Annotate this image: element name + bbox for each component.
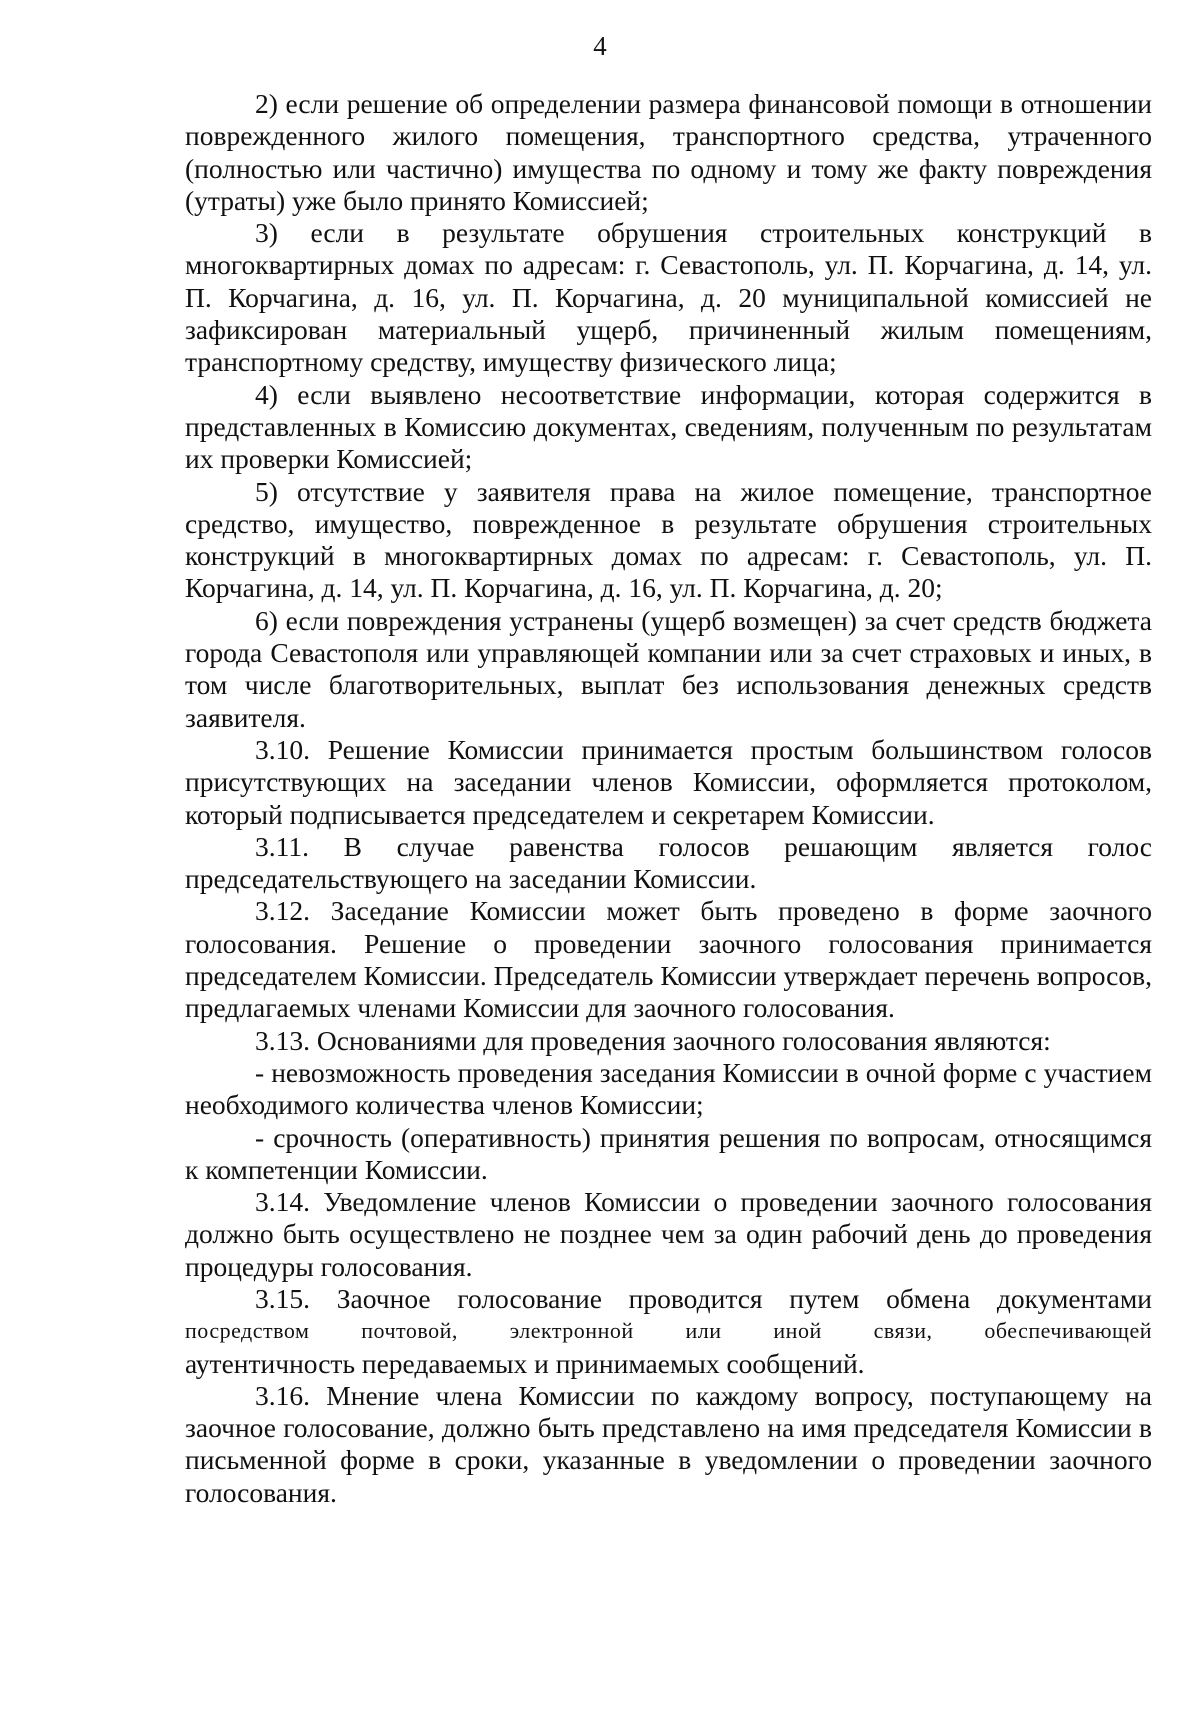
paragraph-clause-3-13: 3.13. Основаниями для проведения заочного голосования являются: bbox=[255, 1024, 1051, 1056]
paragraph-clause-3-13-a: - невозможность проведения заседания Комиссии в очной форме с участием необходимого количества членов Комиссии; bbox=[185, 1056, 1152, 1121]
clause-3-15-line-2: посредством почтовой, электронной или иной связи, обеспечивающей bbox=[185, 1318, 1152, 1344]
paragraph-item-5: 5) отсутствие у заявителя права на жилое помещение, транспортное средство, имущество, поврежденное в результате обрушения строительных конструкций в многоквартирных домах по адресам: г. Севастополь, ул. П. Корчагина, д. 14, ул. П. Корчагина, д. 16, ул. П. Корчагина, д. 20; bbox=[185, 475, 1152, 604]
paragraph-clause-3-15 bbox=[185, 1283, 1152, 1380]
paragraph-item-2: 2) если решение об определении размера финансовой помощи в отношении поврежденного жилого помещения, транспортного средства, утраченного (полностью или частично) имущества по одному и тому же факту повреждения (утраты) уже было принято Комиссией; bbox=[185, 88, 1152, 216]
paragraph-clause-3-14: 3.14. Уведомление членов Комиссии о проведении заочного голосования должно быть осуществлено не позднее чем за один рабочий день до проведения процедуры голосования. bbox=[185, 1186, 1152, 1282]
paragraph-item-6: 6) если повреждения устранены (ущерб возмещен) за счет средств бюджета города Севастополя или управляющей компании или за счет страховых и иных, в том числе благотворительных, выплат без использования денежных средств заявителя. bbox=[185, 604, 1152, 733]
clause-3-15-line-3: аутентичность передаваемых и принимаемых сообщений. bbox=[185, 1347, 865, 1379]
paragraph-clause-3-13-b: - срочность (оперативность) принятия решения по вопросам, относящимся к компетенции Комиссии. bbox=[185, 1121, 1152, 1185]
paragraph-clause-3-11: 3.11. В случае равенства голосов решающим является голос председательствующего на заседании Комиссии. bbox=[185, 830, 1152, 895]
document-body bbox=[185, 88, 1152, 1509]
paragraph-item-4: 4) если выявлено несоответствие информации, которая содержится в представленных в Комиссию документах, сведениям, полученным по результатам их проверки Комиссией; bbox=[185, 378, 1152, 475]
paragraph-item-3: 3) если в результате обрушения строительных конструкций в многоквартирных домах по адресам: г. Севастополь, ул. П. Корчагина, д. 14, ул. П. Корчагина, д. 16, ул. П. Корчагина, д. 20 муниципальной комиссией не зафиксирован материальный ущерб, причиненный жилым помещениям, транспортному средству, имуществу физического лица; bbox=[185, 217, 1152, 378]
page-number: 4 bbox=[593, 31, 607, 61]
clause-3-15-line-1: 3.15. Заочное голосование проводится путем обмена документами bbox=[255, 1282, 1152, 1314]
paragraph-clause-3-10: 3.10. Решение Комиссии принимается простым большинством голосов присутствующих на заседании членов Комиссии, оформляется протоколом, который подписывается председателем и секретарем Комиссии. bbox=[185, 733, 1152, 830]
paragraph-clause-3-16: 3.16. Мнение члена Комиссии по каждому вопросу, поступающему на заочное голосование, должно быть представлено на имя председателя Комиссии в письменной форме в сроки, указанные в уведомлении о проведении заочного голосования. bbox=[185, 1379, 1152, 1508]
paragraph-clause-3-12: 3.12. Заседание Комиссии может быть проведено в форме заочного голосования. Решение о проведении заочного голосования принимается председателем Комиссии. Председатель Комиссии утверждает перечень вопросов, предлагаемых членами Комиссии для заочного голосования. bbox=[185, 895, 1152, 1024]
